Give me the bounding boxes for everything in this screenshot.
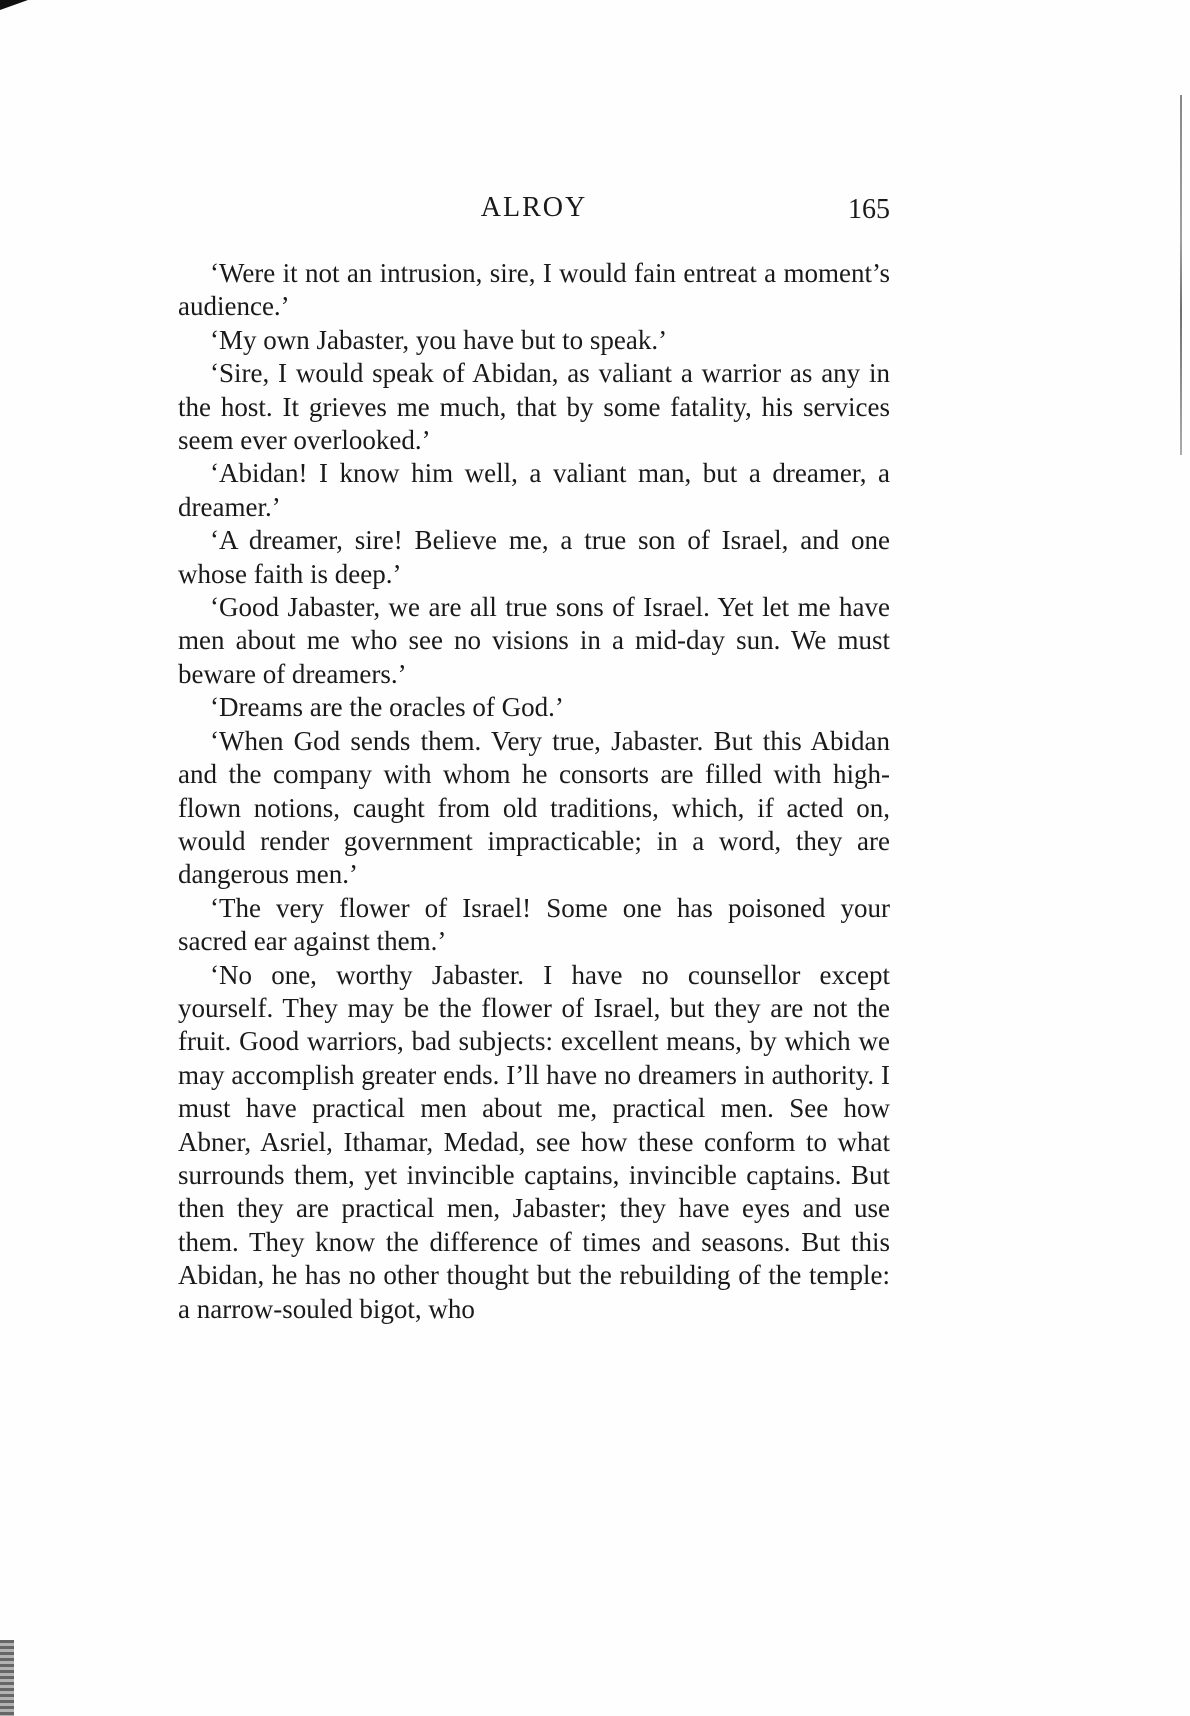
running-title: ALROY (480, 192, 588, 223)
paragraph: ‘Sire, I would speak of Abidan, as valiant a warrior as any in the host. It grieves me much, that by some fatality, his services seem ever overlooked.’ (178, 358, 890, 456)
scan-edge-line (1180, 95, 1182, 455)
paragraph: ‘The very flower of Israel! Some one has poisoned your sacred ear against them.’ (178, 892, 890, 957)
running-head (178, 192, 890, 232)
paragraph: ‘Dreams are the oracles of God.’ (210, 692, 564, 723)
paragraph: ‘A dreamer, sire! Believe me, a true son of Israel, and one whose faith is deep.’ (178, 525, 890, 589)
paragraph: ‘Good Jabaster, we are all true sons of Israel. Yet let me have men about me who see no visions in a mid-day sun. We must beware of dreamers.’ (178, 592, 890, 689)
paragraph: ‘My own Jabaster, you have but to speak.’ (210, 324, 668, 355)
paragraph: ‘When God sends them. Very true, Jabaster. But this Abidan and the company with whom he consorts are filled with high-flown notions, caught from old traditions, which, if acted on, would render government impracticable; in a word, they are dangerous men.’ (178, 725, 890, 890)
scan-binding-smudge (0, 1640, 14, 1716)
paragraph: ‘Abidan! I know him well, a valiant man, but a dreamer, a dreamer.’ (178, 458, 890, 522)
scan-corner-mark (0, 0, 28, 10)
page-number: 165 (848, 194, 890, 225)
paragraph: ‘Were it not an intrusion, sire, I would fain entreat a moment’s audience.’ (178, 258, 890, 322)
body-text (178, 257, 890, 1326)
paragraph: ‘No one, worthy Jabaster. I have no counsellor except yourself. They may be the flower of Israel, but they are not the fruit. Good warriors, bad subjects: excellent means, by which we may accomplish greater ends. I’ll have no dreamers in authority. I must have practical men about me, practical men. See how Abner, Asriel, Ithamar, Medad, see how these conform to what surrounds them, yet invincible captains, invincible captains. But then they are practical men, Jabaster; they have eyes and use them. They know the difference of times and seasons. But this Abidan, he has no other thought but the rebuilding of the temple: a narrow-souled bigot, who (178, 959, 890, 1324)
